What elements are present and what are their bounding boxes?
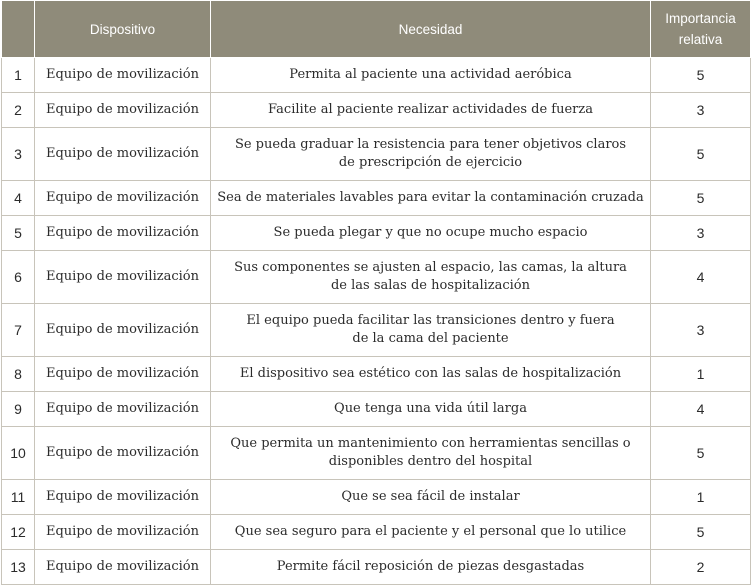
- row-need-line2: de las salas de hospitalización: [330, 278, 531, 293]
- row-device: Equipo de movilización: [35, 216, 211, 251]
- row-number: 1: [2, 58, 35, 93]
- row-need: El dispositivo sea estético con las salas de hospitalización: [211, 357, 651, 392]
- row-importance: 1: [651, 357, 751, 392]
- row-importance: 3: [651, 93, 751, 128]
- row-number: 6: [2, 251, 35, 304]
- table-row: [2, 427, 751, 480]
- row-need: [211, 304, 651, 357]
- row-need-line2: disponibles dentro del hospital: [328, 454, 533, 469]
- row-number: 11: [2, 480, 35, 515]
- row-device: Equipo de movilización: [35, 392, 211, 427]
- row-number: 7: [2, 304, 35, 357]
- row-importance: 3: [651, 216, 751, 251]
- row-device: Equipo de movilización: [35, 181, 211, 216]
- row-device: Equipo de movilización: [35, 357, 211, 392]
- row-device: Equipo de movilización: [35, 128, 211, 181]
- row-importance: 4: [651, 392, 751, 427]
- row-need: Que se sea fácil de instalar: [211, 480, 651, 515]
- row-device: Equipo de movilización: [35, 304, 211, 357]
- table-row: [2, 216, 751, 251]
- row-device: Equipo de movilización: [35, 515, 211, 550]
- header-importance-line2: relativa: [678, 32, 723, 47]
- row-need: [211, 128, 651, 181]
- header-importance: [651, 1, 751, 58]
- row-number: 5: [2, 216, 35, 251]
- row-need: [211, 427, 651, 480]
- row-importance: 4: [651, 251, 751, 304]
- row-device: Equipo de movilización: [35, 93, 211, 128]
- header-importance-line1: Importancia: [665, 11, 736, 26]
- row-need-line2: de la cama del paciente: [352, 331, 509, 346]
- row-number: 13: [2, 550, 35, 585]
- table-row: [2, 480, 751, 515]
- row-device: Equipo de movilización: [35, 427, 211, 480]
- row-device: Equipo de movilización: [35, 58, 211, 93]
- row-need-line1: El equipo pueda facilitar las transiciones dentro y fuera: [246, 313, 615, 328]
- row-need: Que sea seguro para el paciente y el personal que lo utilice: [211, 515, 651, 550]
- row-device: Equipo de movilización: [35, 480, 211, 515]
- row-number: 9: [2, 392, 35, 427]
- row-number: 12: [2, 515, 35, 550]
- header-need: Necesidad: [211, 1, 651, 58]
- row-importance: 1: [651, 480, 751, 515]
- table-row: [2, 304, 751, 357]
- row-importance: 5: [651, 515, 751, 550]
- row-importance: 2: [651, 550, 751, 585]
- row-need: [211, 251, 651, 304]
- header-device: Dispositivo: [35, 1, 211, 58]
- table-row: [2, 515, 751, 550]
- table-row: [2, 550, 751, 585]
- row-need: Permita al paciente una actividad aeróbica: [211, 58, 651, 93]
- row-need-line1: Que permita un mantenimiento con herramientas sencillas o: [230, 436, 631, 451]
- table-row: [2, 93, 751, 128]
- row-number: 10: [2, 427, 35, 480]
- row-need: Sea de materiales lavables para evitar la contaminación cruzada: [211, 181, 651, 216]
- row-importance: 5: [651, 427, 751, 480]
- row-number: 2: [2, 93, 35, 128]
- table-row: [2, 357, 751, 392]
- row-number: 3: [2, 128, 35, 181]
- row-number: 4: [2, 181, 35, 216]
- row-importance: 5: [651, 181, 751, 216]
- row-device: Equipo de movilización: [35, 550, 211, 585]
- table-row: [2, 392, 751, 427]
- row-need: Se pueda plegar y que no ocupe mucho espacio: [211, 216, 651, 251]
- row-importance: 5: [651, 58, 751, 93]
- row-need: Facilite al paciente realizar actividades de fuerza: [211, 93, 651, 128]
- row-device: Equipo de movilización: [35, 251, 211, 304]
- table-row: [2, 128, 751, 181]
- row-number: 8: [2, 357, 35, 392]
- row-need-line1: Sus componentes se ajusten al espacio, las camas, la altura: [234, 260, 627, 275]
- row-need-line1: Se pueda graduar la resistencia para tener objetivos claros: [234, 137, 627, 152]
- header-number: [2, 1, 35, 58]
- table-header-row: [2, 1, 751, 58]
- row-importance: 3: [651, 304, 751, 357]
- table-row: [2, 181, 751, 216]
- table-row: [2, 251, 751, 304]
- row-importance: 5: [651, 128, 751, 181]
- row-need-line2: de prescripción de ejercicio: [338, 155, 523, 170]
- row-need: Que tenga una vida útil larga: [211, 392, 651, 427]
- row-need: Permite fácil reposición de piezas desgastadas: [211, 550, 651, 585]
- table-row: [2, 58, 751, 93]
- needs-table: [1, 0, 751, 585]
